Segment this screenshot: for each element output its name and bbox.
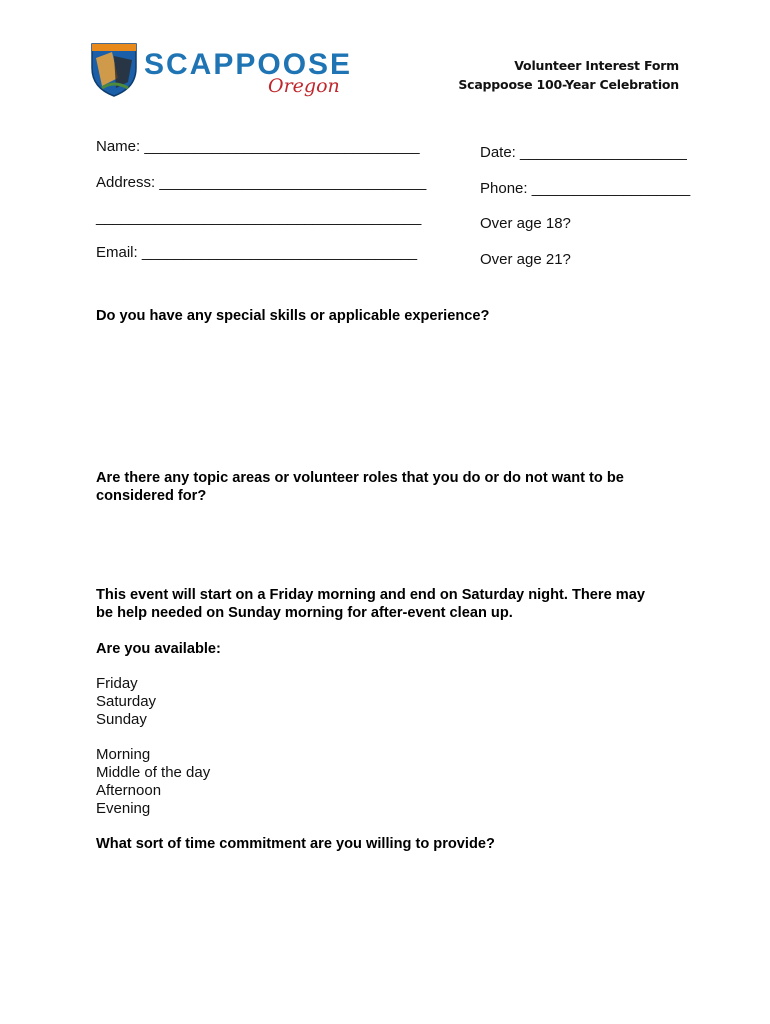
availability-question: Are you available:: [96, 641, 221, 657]
address-line2-field[interactable]: _______________________________________: [96, 209, 422, 226]
form-title: Volunteer Interest Form: [514, 58, 679, 73]
event-info-line2: be help needed on Sunday morning for after-event clean up.: [96, 605, 513, 621]
over-21-question[interactable]: Over age 21?: [480, 251, 571, 268]
over-18-question[interactable]: Over age 18?: [480, 215, 571, 232]
time-option-afternoon[interactable]: Afternoon: [96, 782, 162, 799]
event-name: Scappoose 100-Year Celebration: [458, 77, 679, 92]
skills-question: Do you have any special skills or applicable experience?: [96, 308, 490, 324]
event-info-line1: This event will start on a Friday morning and end on Saturday night. There may: [96, 587, 645, 603]
name-field[interactable]: Name: _________________________________: [96, 138, 420, 155]
logo-subword: Oregon: [268, 75, 340, 97]
shield-icon: [92, 44, 136, 96]
roles-question-line2: considered for?: [96, 488, 207, 504]
email-field[interactable]: Email: _________________________________: [96, 244, 418, 261]
date-field[interactable]: Date: ____________________: [480, 144, 687, 161]
day-option-sunday[interactable]: Sunday: [96, 711, 147, 728]
day-option-friday[interactable]: Friday: [96, 675, 138, 692]
phone-field[interactable]: Phone: ___________________: [480, 180, 691, 197]
logo-wordmark: SCAPPOOSE: [144, 48, 353, 81]
commitment-question: What sort of time commitment are you willing to provide?: [96, 836, 495, 852]
time-option-middle-of-day[interactable]: Middle of the day: [96, 764, 211, 781]
day-option-saturday[interactable]: Saturday: [96, 693, 157, 710]
roles-question-line1: Are there any topic areas or volunteer roles that you do or do not want to be: [96, 470, 624, 486]
time-option-evening[interactable]: Evening: [96, 800, 151, 817]
time-option-morning[interactable]: Morning: [96, 746, 151, 763]
address-field[interactable]: Address: ________________________________: [96, 174, 427, 191]
scappoose-logo: [88, 38, 358, 100]
